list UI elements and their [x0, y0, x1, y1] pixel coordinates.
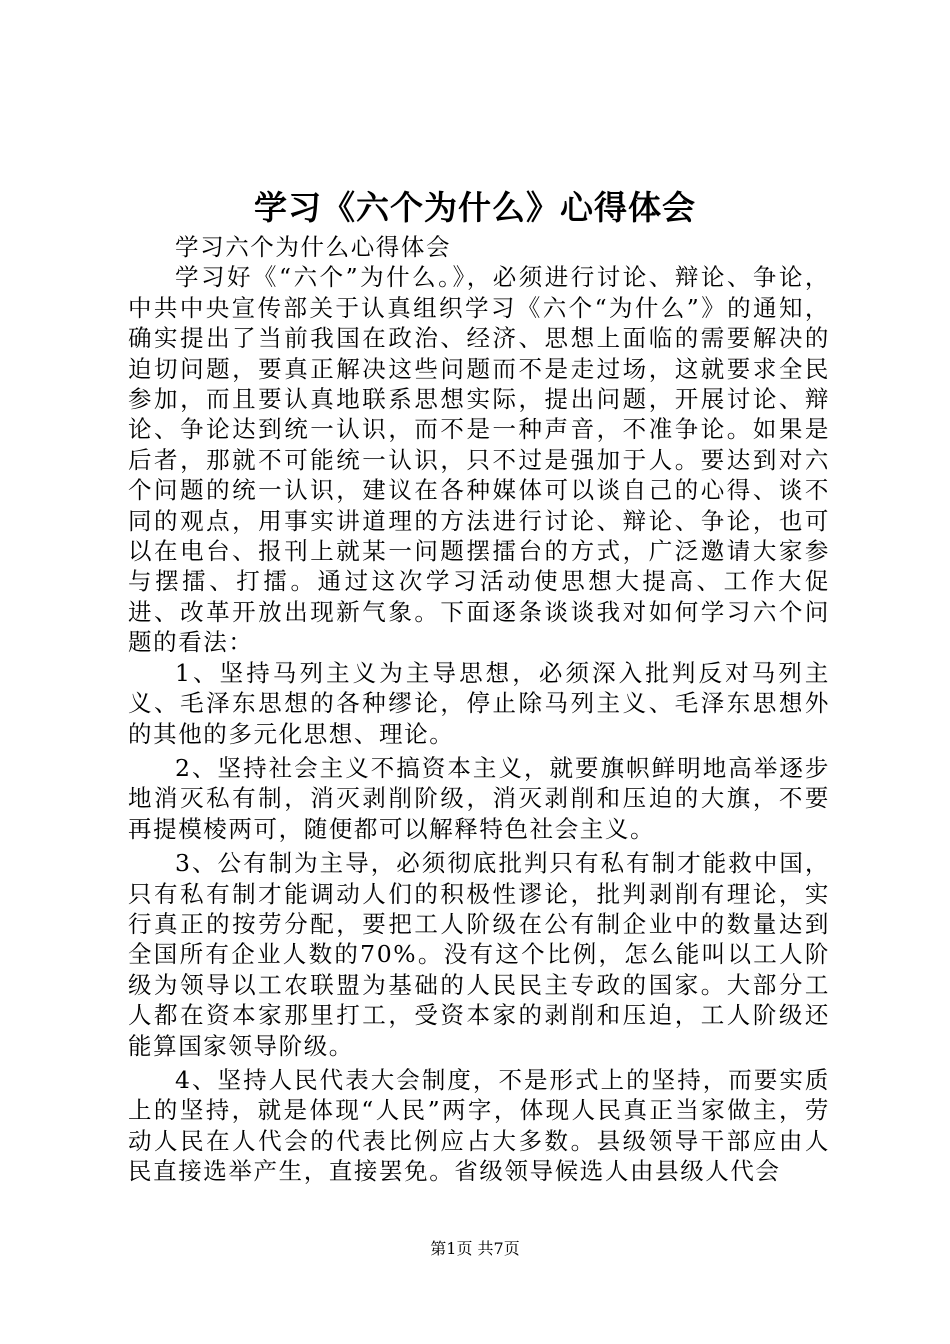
paragraph-point-4: 4、坚持人民代表大会制度，不是形式上的坚持，而要实质上的坚持，就是体现“人民”两字，体现人民真正当家做主，劳动人民在人代会的代表比例应占大多数。县级领导干部应由人民直接选举产生，直接罢免。省级领导候选人由县级人代会	[128, 1065, 830, 1186]
page-footer: 第1页 共7页	[430, 1239, 520, 1258]
paragraph-subtitle: 学习六个为什么心得体会	[175, 233, 452, 261]
page-title: 学习《六个为什么》心得体会	[254, 188, 696, 227]
paragraph-point-2: 2、坚持社会主义不搞资本主义，就要旗帜鲜明地高举逐步地消灭私有制，消灭剥削阶级，消灭剥削和压迫的大旗，不要再提模棱两可，随便都可以解释特色社会主义。	[128, 753, 830, 843]
paragraph-point-3: 3、公有制为主导，必须彻底批判只有私有制才能救中国，只有私有制才能调动人们的积极性谬论，批判剥削有理论，实行真正的按劳分配，要把工人阶级在公有制企业中的数量达到全国所有企业人数的70%。没有这个比例，怎么能叫以工人阶级为领导以工农联盟为基础的人民民主专政的国家。大部分工人都在资本家那里打工，受资本家的剥削和压迫，工人阶级还能算国家领导阶级。	[128, 849, 830, 1060]
paragraph-intro: 学习好《“六个”为什么。》，必须进行讨论、辩论、争论，中共中央宣传部关于认真组织学习《六个“为什么”》的通知，确实提出了当前我国在政治、经济、思想上面临的需要解决的迫切问题，要真正解决这些问题而不是走过场，这就要求全民参加，而且要认真地联系思想实际，提出问题，开展讨论、辩论、争论达到统一认识，而不是一种声音，不准争论。如果是后者，那就不可能统一认识，只不过是强加于人。要达到对六个问题的统一认识，建议在各种媒体可以谈自己的心得、谈不同的观点，用事实讲道理的方法进行讨论、辩论、争论，也可以在电台、报刊上就某一问题摆擂台的方式，广泛邀请大家参与摆擂、打擂。通过这次学习活动使思想大提高、工作大促进、改革开放出现新气象。下面逐条谈谈我对如何学习六个问题的看法：	[128, 263, 830, 657]
document-body	[128, 232, 830, 1187]
paragraph-point-1: 1、坚持马列主义为主导思想，必须深入批判反对马列主义、毛泽东思想的各种缪论，停止除马列主义、毛泽东思想外的其他的多元化思想、理论。	[128, 658, 830, 748]
